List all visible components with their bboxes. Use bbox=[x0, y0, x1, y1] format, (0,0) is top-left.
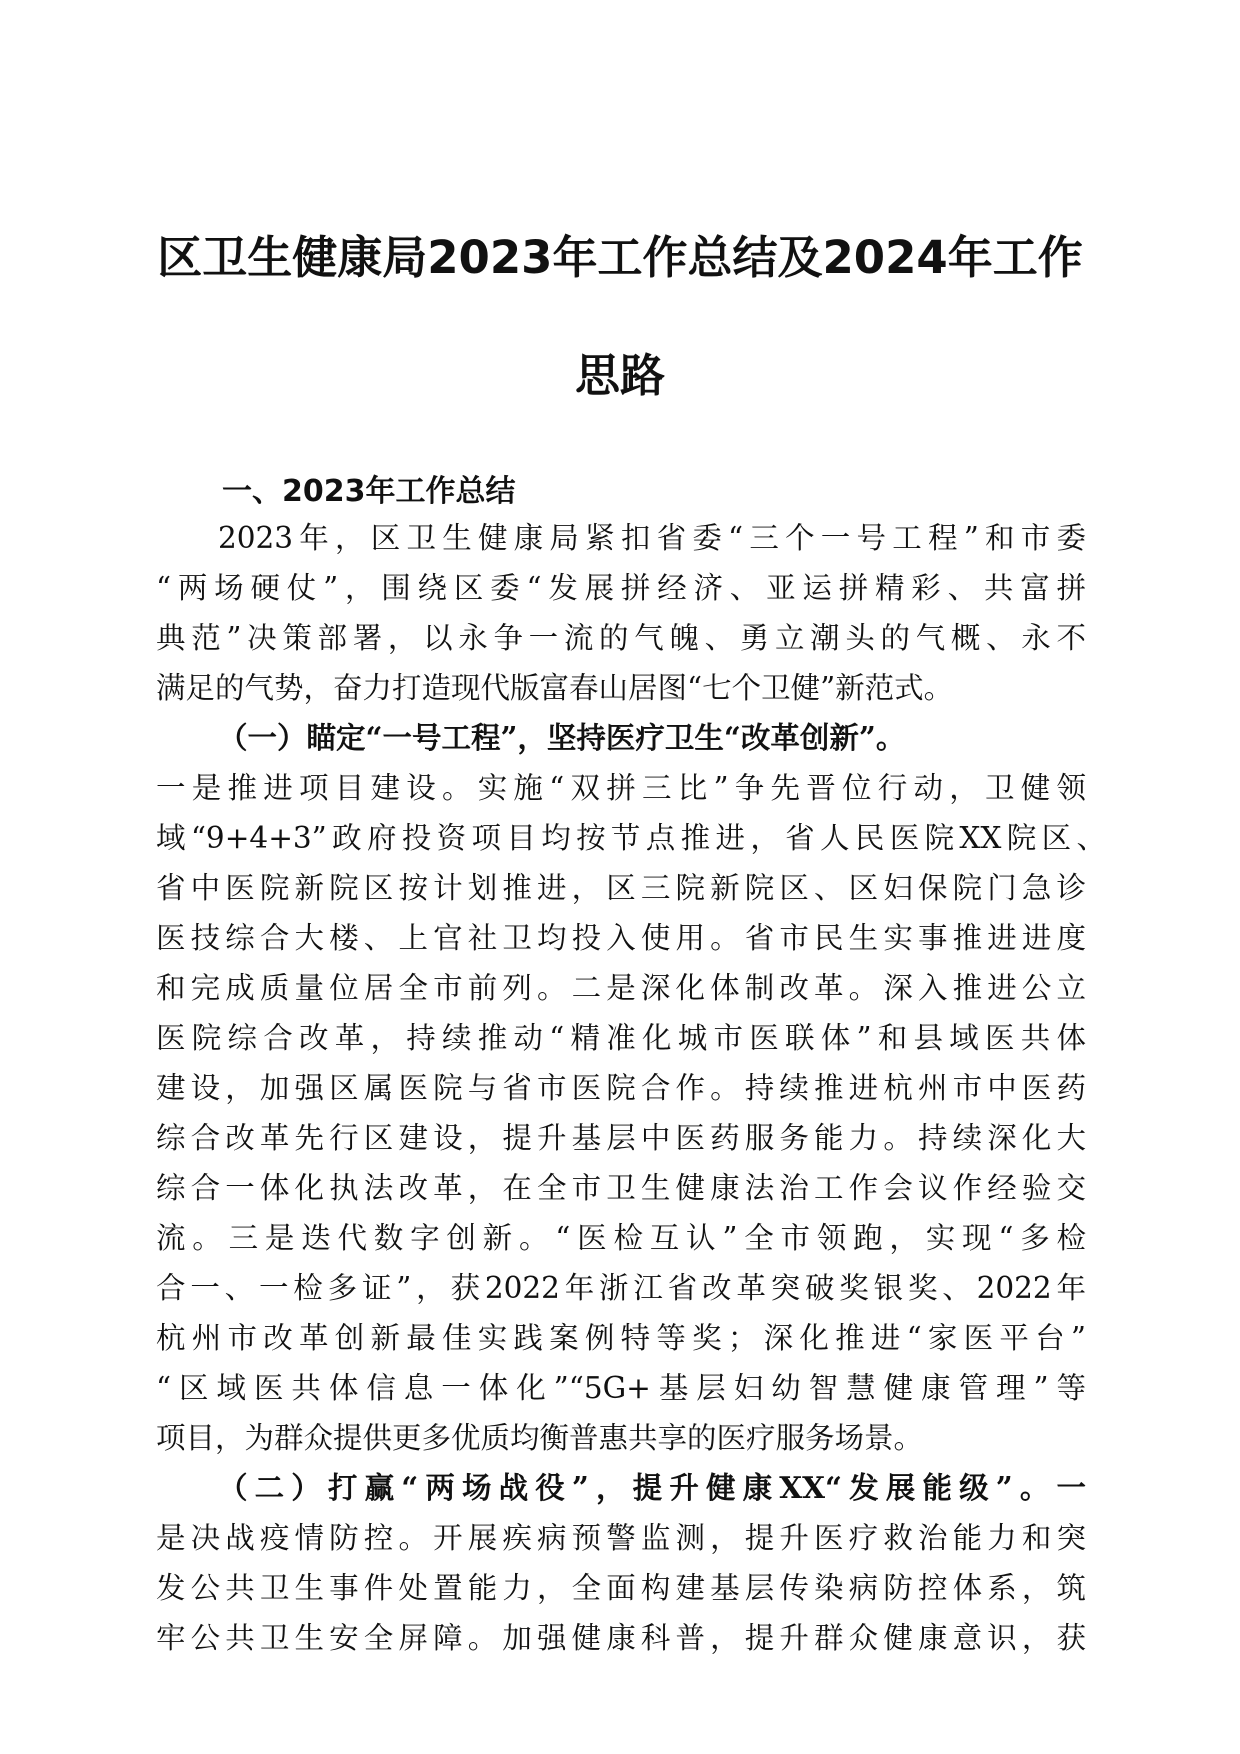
paragraph-line: 建设，加强区属医院与省市医院合作。持续推进杭州市中医药 bbox=[156, 1071, 1086, 1105]
subsection-heading-1: （一）瞄定“一号工程”，坚持医疗卫生“改革创新”。 bbox=[218, 720, 906, 755]
paragraph-line: 牢公共卫生安全屏障。加强健康科普，提升群众健康意识，获 bbox=[156, 1621, 1086, 1655]
document-title-line-2: 思路 bbox=[574, 349, 665, 402]
subsection-heading-2: （二）打赢“两场战役”，提升健康XX“发展能级”。一 bbox=[218, 1470, 1086, 1505]
paragraph-line: 满足的气势，奋力打造现代版富春山居图“七个卫健”新范式。 bbox=[156, 671, 954, 705]
paragraph-line: 省中医院新院区按计划推进，区三院新院区、区妇保院门急诊 bbox=[156, 871, 1086, 905]
paragraph-line: 发公共卫生事件处置能力，全面构建基层传染病防控体系，筑 bbox=[156, 1571, 1086, 1605]
paragraph-line: 项目，为群众提供更多优质均衡普惠共享的医疗服务场景。 bbox=[156, 1421, 924, 1455]
paragraph-line: 域“9+4+3”政府投资项目均按节点推进，省人民医院XX院区、 bbox=[156, 821, 1106, 855]
paragraph-line: “两场硬仗”，围绕区委“发展拼经济、亚运拼精彩、共富拼 bbox=[156, 571, 1086, 605]
paragraph-line: 合一、一检多证”，获2022年浙江省改革突破奖银奖、2022年 bbox=[156, 1271, 1086, 1305]
paragraph-line: 医院综合改革，持续推动“精准化城市医联体”和县域医共体 bbox=[156, 1021, 1086, 1055]
paragraph-line: 2023年，区卫生健康局紧扣省委“三个一号工程”和市委 bbox=[218, 521, 1086, 555]
paragraph-line: 和完成质量位居全市前列。二是深化体制改革。深入推进公立 bbox=[156, 971, 1086, 1005]
paragraph-line: 是决战疫情防控。开展疾病预警监测，提升医疗救治能力和突 bbox=[156, 1521, 1086, 1555]
paragraph-line: “区域医共体信息一体化”“5G+基层妇幼智慧健康管理”等 bbox=[156, 1371, 1086, 1405]
paragraph-line: 杭州市改革创新最佳实践案例特等奖；深化推进“家医平台” bbox=[156, 1321, 1086, 1355]
document-title-line-1: 区卫生健康局2023年工作总结及2024年工作 bbox=[157, 231, 1083, 284]
paragraph-line: 流。三是迭代数字创新。“医检互认”全市领跑，实现“多检 bbox=[156, 1221, 1086, 1255]
paragraph-line: 综合改革先行区建设，提升基层中医药服务能力。持续深化大 bbox=[156, 1121, 1086, 1155]
paragraph-line: 医技综合大楼、上官社卫均投入使用。省市民生实事推进进度 bbox=[156, 921, 1086, 955]
paragraph-line: 一是推进项目建设。实施“双拼三比”争先晋位行动，卫健领 bbox=[156, 771, 1086, 805]
paragraph-line: 典范”决策部署，以永争一流的气魄、勇立潮头的气概、永不 bbox=[156, 621, 1086, 655]
section-heading-2023-summary: 一、2023年工作总结 bbox=[222, 474, 516, 509]
paragraph-line: 综合一体化执法改革，在全市卫生健康法治工作会议作经验交 bbox=[156, 1171, 1086, 1205]
